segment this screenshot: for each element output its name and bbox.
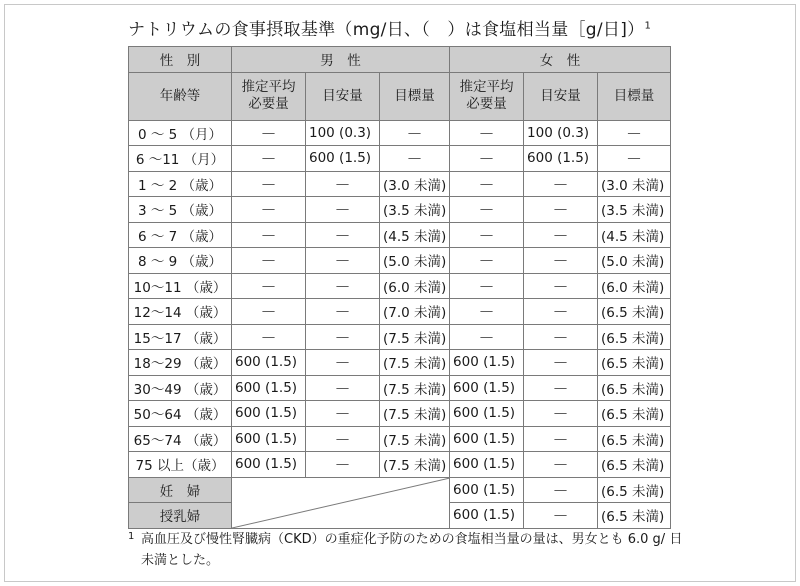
value-cell-m-ear: 600 (1.5): [232, 426, 306, 452]
value-cell-f-dg: (6.5 未満): [598, 324, 671, 350]
header-female: 女 性: [450, 47, 671, 73]
value-cell-f-ear: —: [450, 197, 524, 223]
value-cell-f-ear: 600 (1.5): [450, 375, 524, 401]
value-cell-m-ear: 600 (1.5): [232, 401, 306, 427]
value-cell-m-ear: —: [232, 299, 306, 325]
title-text: ナトリウムの食事摂取基準（mg/日、（ ）は食塩相当量［g/日]）: [128, 20, 645, 40]
value-cell-m-ai: —: [306, 324, 380, 350]
value-cell-f-dg: (6.5 未満): [598, 401, 671, 427]
value-cell-m-dg: (7.0 未満): [380, 299, 450, 325]
value-cell-f-ai: —: [524, 350, 598, 376]
value-cell-m-ear: 600 (1.5): [232, 375, 306, 401]
header-sex: 性 別: [129, 47, 232, 73]
value-cell-m-ai: —: [306, 171, 380, 197]
age-group-cell: 10～11 （歳）: [129, 273, 232, 299]
value-cell-m-dg: (3.0 未満): [380, 171, 450, 197]
pregnant-female-ai: —: [524, 477, 598, 503]
header-female-dg: 目標量: [598, 72, 671, 120]
age-group-cell: 12～14 （歳）: [129, 299, 232, 325]
table-row: [129, 426, 671, 452]
value-cell-m-ai: —: [306, 401, 380, 427]
value-cell-m-ear: —: [232, 120, 306, 146]
value-cell-m-dg: (7.5 未満): [380, 375, 450, 401]
value-cell-m-ai: —: [306, 197, 380, 223]
value-cell-f-ear: —: [450, 120, 524, 146]
value-cell-f-ai: —: [524, 375, 598, 401]
value-cell-f-ai: —: [524, 222, 598, 248]
table-row-pregnant: [129, 477, 671, 503]
lactating-female-ai: —: [524, 503, 598, 529]
value-cell-f-ai: 600 (1.5): [524, 146, 598, 172]
footnote-mark: 1: [128, 531, 135, 542]
lactating-female-ear: 600 (1.5): [450, 503, 524, 529]
table-row: [129, 401, 671, 427]
header-female-ear: 推定平均 必要量: [450, 72, 524, 120]
pregnant-female-ear: 600 (1.5): [450, 477, 524, 503]
value-cell-f-dg: —: [598, 146, 671, 172]
value-cell-m-dg: (5.0 未満): [380, 248, 450, 274]
value-cell-f-ear: 600 (1.5): [450, 426, 524, 452]
table-row: [129, 299, 671, 325]
value-cell-m-dg: (7.5 未満): [380, 324, 450, 350]
header-male-ear: 推定平均 必要量: [232, 72, 306, 120]
value-cell-m-ear: —: [232, 146, 306, 172]
table-row: [129, 452, 671, 478]
value-cell-f-ear: —: [450, 324, 524, 350]
not-applicable-male-cell: [232, 477, 450, 528]
table-row: [129, 222, 671, 248]
value-cell-f-ai: —: [524, 248, 598, 274]
title-footnote-mark: 1: [644, 20, 652, 32]
value-cell-f-ear: 600 (1.5): [450, 452, 524, 478]
table-row: [129, 273, 671, 299]
value-cell-m-ai: —: [306, 426, 380, 452]
value-cell-f-ai: —: [524, 273, 598, 299]
age-group-cell: 1 ～ 2 （歳）: [129, 171, 232, 197]
table-row: [129, 324, 671, 350]
table-row: [129, 375, 671, 401]
value-cell-f-dg: (4.5 未満): [598, 222, 671, 248]
age-group-cell: 75 以上（歳）: [129, 452, 232, 478]
value-cell-f-ai: —: [524, 299, 598, 325]
value-cell-m-dg: —: [380, 146, 450, 172]
table-row: [129, 350, 671, 376]
value-cell-f-ai: —: [524, 426, 598, 452]
value-cell-m-ear: —: [232, 248, 306, 274]
value-cell-m-ear: —: [232, 273, 306, 299]
age-group-cell: 6 ～ 7 （歳）: [129, 222, 232, 248]
value-cell-m-ear: 600 (1.5): [232, 350, 306, 376]
footnote-text: 高血圧及び慢性腎臓病（CKD）の重症化予防のための食塩相当量の量は、男女とも 6.0 g/ 日未満とした。: [141, 532, 683, 568]
pregnant-female-dg: (6.5 未満): [598, 477, 671, 503]
footnote: [128, 529, 688, 571]
table-row: [129, 120, 671, 146]
value-cell-f-ear: —: [450, 248, 524, 274]
value-cell-f-ear: —: [450, 299, 524, 325]
value-cell-m-ear: 600 (1.5): [232, 452, 306, 478]
row-label-pregnant: 妊 婦: [129, 477, 232, 503]
header-female-ai: 目安量: [524, 72, 598, 120]
value-cell-f-dg: (6.5 未満): [598, 452, 671, 478]
value-cell-m-ai: —: [306, 350, 380, 376]
table-title: [128, 15, 651, 40]
table-row: [129, 171, 671, 197]
value-cell-f-ear: 600 (1.5): [450, 401, 524, 427]
age-group-cell: 18～29 （歳）: [129, 350, 232, 376]
lactating-female-dg: (6.5 未満): [598, 503, 671, 529]
age-group-cell: 3 ～ 5 （歳）: [129, 197, 232, 223]
value-cell-f-ai: —: [524, 401, 598, 427]
age-group-cell: 50～64 （歳）: [129, 401, 232, 427]
value-cell-f-ai: 100 (0.3): [524, 120, 598, 146]
value-cell-f-ear: —: [450, 222, 524, 248]
age-group-cell: 8 ～ 9 （歳）: [129, 248, 232, 274]
value-cell-m-ai: —: [306, 375, 380, 401]
value-cell-f-dg: (3.5 未満): [598, 197, 671, 223]
value-cell-m-dg: (6.0 未満): [380, 273, 450, 299]
value-cell-m-ear: —: [232, 222, 306, 248]
value-cell-f-dg: (6.5 未満): [598, 426, 671, 452]
value-cell-m-ai: —: [306, 299, 380, 325]
value-cell-f-ear: —: [450, 273, 524, 299]
value-cell-m-ai: —: [306, 452, 380, 478]
value-cell-m-dg: (7.5 未満): [380, 452, 450, 478]
value-cell-m-dg: (4.5 未満): [380, 222, 450, 248]
value-cell-f-dg: (6.5 未満): [598, 375, 671, 401]
value-cell-m-ear: —: [232, 324, 306, 350]
age-group-cell: 30～49 （歳）: [129, 375, 232, 401]
table-row: [129, 146, 671, 172]
sodium-intake-table: [128, 46, 671, 529]
header-male-ai: 目安量: [306, 72, 380, 120]
table-row: [129, 248, 671, 274]
value-cell-f-dg: (3.0 未満): [598, 171, 671, 197]
value-cell-m-ear: —: [232, 171, 306, 197]
age-group-cell: 6 ～11 （月）: [129, 146, 232, 172]
value-cell-f-dg: (6.5 未満): [598, 350, 671, 376]
header-male-dg: 目標量: [380, 72, 450, 120]
value-cell-m-dg: (3.5 未満): [380, 197, 450, 223]
value-cell-f-ai: —: [524, 452, 598, 478]
value-cell-m-dg: (7.5 未満): [380, 350, 450, 376]
age-group-cell: 15～17 （歳）: [129, 324, 232, 350]
value-cell-m-ai: 100 (0.3): [306, 120, 380, 146]
value-cell-m-ai: —: [306, 248, 380, 274]
value-cell-f-ear: —: [450, 171, 524, 197]
age-group-cell: 65～74 （歳）: [129, 426, 232, 452]
age-group-cell: 0 ～ 5 （月）: [129, 120, 232, 146]
value-cell-f-dg: (6.0 未満): [598, 273, 671, 299]
value-cell-f-ai: —: [524, 171, 598, 197]
value-cell-m-ai: —: [306, 222, 380, 248]
row-label-lactating: 授乳婦: [129, 503, 232, 529]
header-age: 年齢等: [129, 72, 232, 120]
value-cell-f-ear: —: [450, 146, 524, 172]
value-cell-m-dg: (7.5 未満): [380, 426, 450, 452]
value-cell-f-dg: (5.0 未満): [598, 248, 671, 274]
value-cell-f-ear: 600 (1.5): [450, 350, 524, 376]
value-cell-f-ai: —: [524, 324, 598, 350]
value-cell-f-dg: (6.5 未満): [598, 299, 671, 325]
value-cell-f-dg: —: [598, 120, 671, 146]
value-cell-m-dg: —: [380, 120, 450, 146]
value-cell-m-ai: —: [306, 273, 380, 299]
value-cell-f-ai: —: [524, 197, 598, 223]
diagonal-line: [232, 478, 450, 528]
table-row: [129, 197, 671, 223]
value-cell-m-dg: (7.5 未満): [380, 401, 450, 427]
value-cell-m-ear: —: [232, 197, 306, 223]
header-male: 男 性: [232, 47, 450, 73]
value-cell-m-ai: 600 (1.5): [306, 146, 380, 172]
